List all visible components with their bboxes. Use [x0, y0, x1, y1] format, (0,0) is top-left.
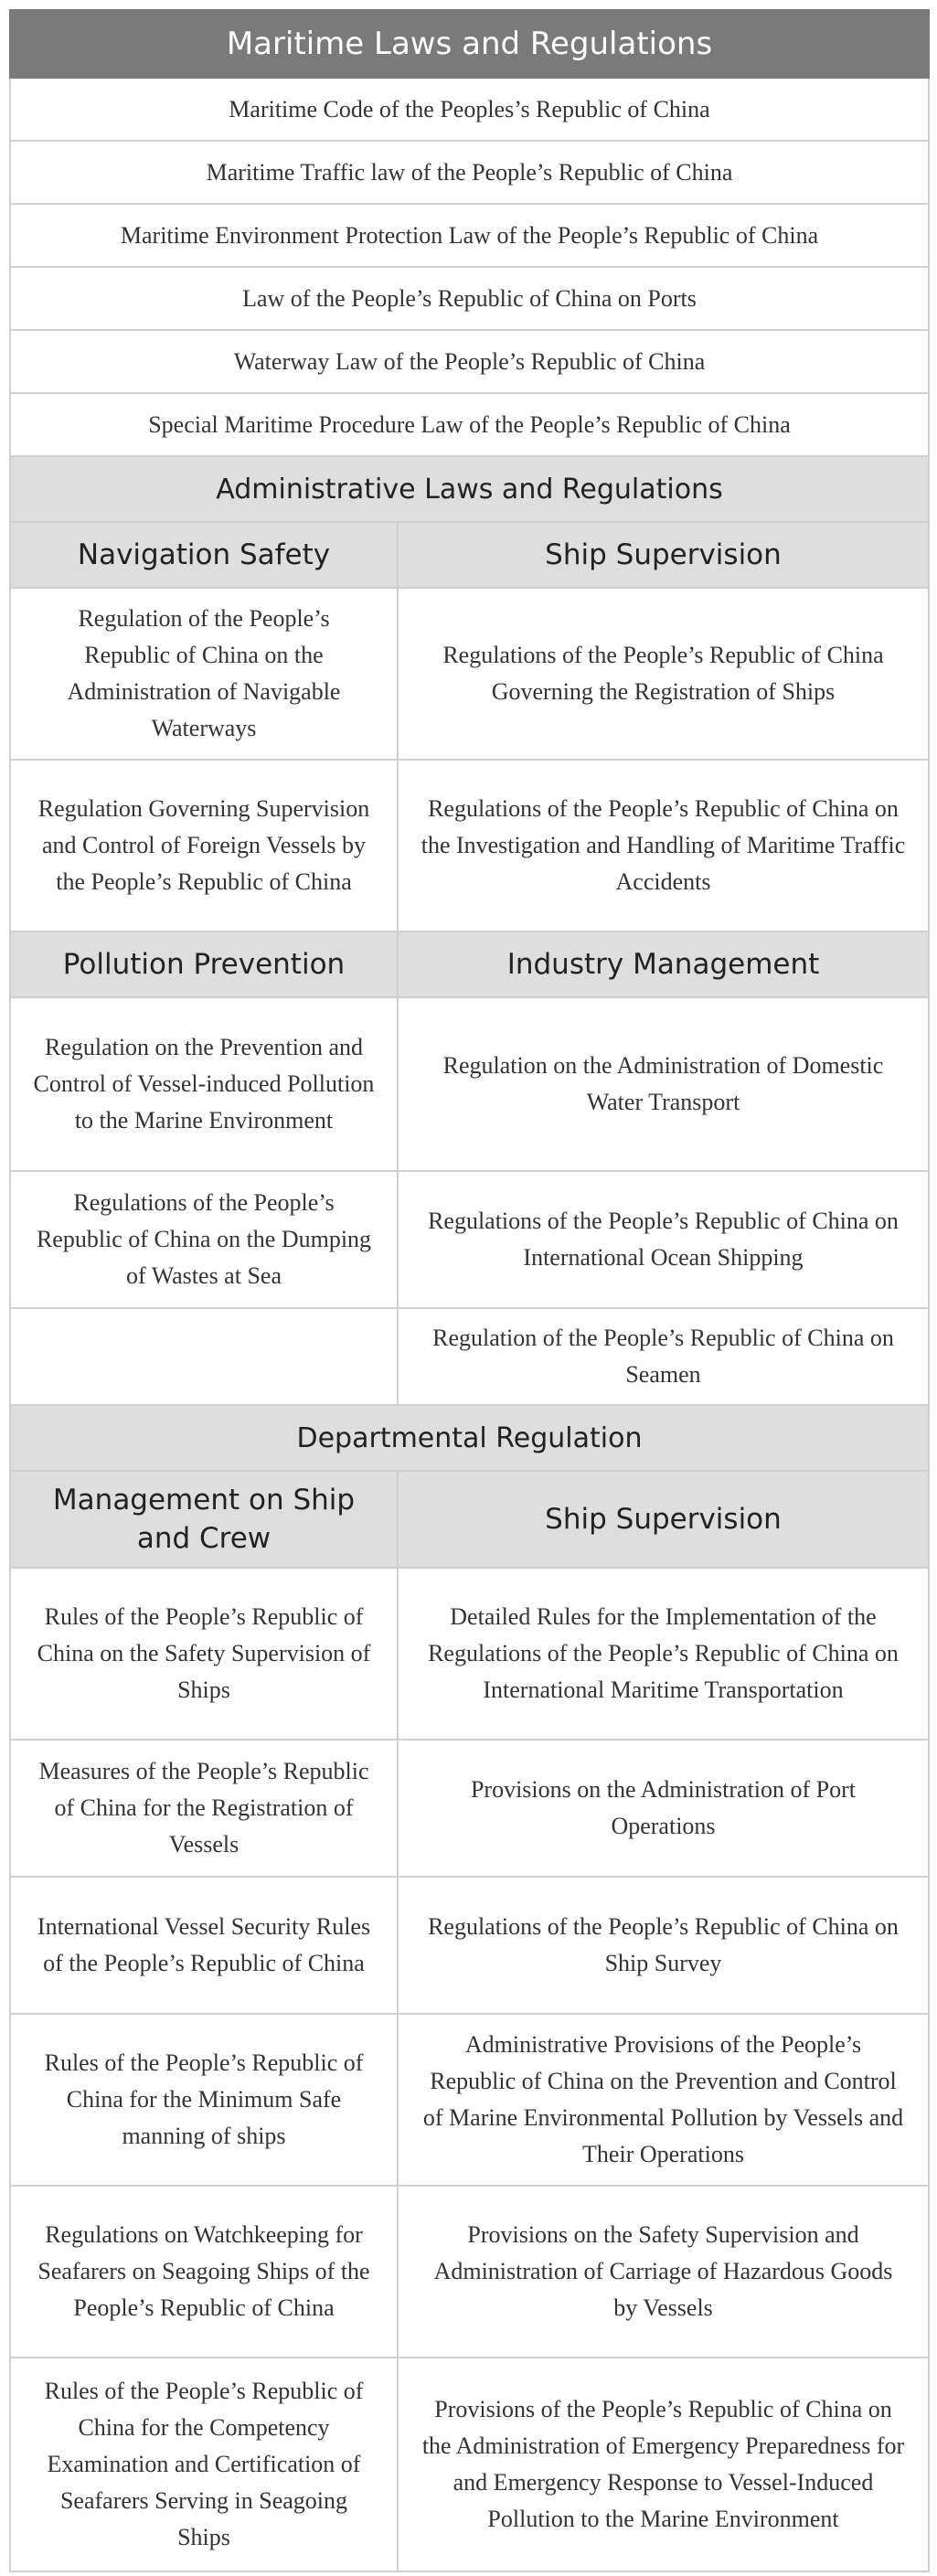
- table-cell-left: Rules of the People’s Republic of China on the Safety Supervision of Ships: [10, 1568, 398, 1740]
- table-row: [10, 588, 929, 760]
- table-row: [10, 2186, 929, 2358]
- table-cell-right: Detailed Rules for the Implementation of the Regulations of the People’s Republic of China on International Maritime Transportation: [398, 1568, 929, 1740]
- table-cell-left: Regulations on Watchkeeping for Seafarers on Seagoing Ships of the People’s Republic of China: [10, 2186, 398, 2358]
- table-title: Maritime Laws and Regulations: [10, 10, 929, 78]
- law-row: [10, 141, 929, 204]
- table-cell-left: Regulations of the People’s Republic of China on the Dumping of Wastes at Sea: [10, 1171, 398, 1308]
- table-row: [10, 2014, 929, 2186]
- law-item: Waterway Law of the People’s Republic of China: [10, 330, 929, 393]
- table-row: [10, 1308, 929, 1405]
- table-row: [10, 1171, 929, 1308]
- section-row: [10, 1405, 929, 1471]
- administrative-heading: Administrative Laws and Regulations: [10, 456, 929, 522]
- table-cell-right: Regulations of the People’s Republic of China on International Ocean Shipping: [398, 1171, 929, 1308]
- table-row: [10, 1877, 929, 2014]
- law-row: [10, 267, 929, 330]
- table-cell-right: Provisions of the People’s Republic of China on the Administration of Emergency Preparedness for and Emergency Response to Vessel-Induced Pollution to the Marine Environment: [398, 2358, 929, 2571]
- table-cell-right: Regulation of the People’s Republic of China on Seamen: [398, 1308, 929, 1405]
- law-item: Law of the People’s Republic of China on Ports: [10, 267, 929, 330]
- column-header-row: [10, 931, 929, 997]
- regulations-table: [9, 9, 930, 2572]
- ship-supervision-header: Ship Supervision: [398, 1471, 929, 1568]
- table-cell-right: Regulations of the People’s Republic of China Governing the Registration of Ships: [398, 588, 929, 760]
- ship-supervision-header: Ship Supervision: [398, 522, 929, 588]
- law-row: [10, 393, 929, 456]
- navigation-safety-header: Navigation Safety: [10, 522, 398, 588]
- table-cell-right: Administrative Provisions of the People’s Republic of China on the Prevention and Control of Marine Environmental Pollution by Vessels and Their Operations: [398, 2014, 929, 2186]
- management-header: Management on Ship and Crew: [10, 1471, 398, 1568]
- table-cell-right: Regulation on the Administration of Domestic Water Transport: [398, 997, 929, 1171]
- law-item: Maritime Traffic law of the People’s Republic of China: [10, 141, 929, 204]
- column-header-row: [10, 1471, 929, 1568]
- table-cell-right: Provisions on the Safety Supervision and Administration of Carriage of Hazardous Goods by Vessels: [398, 2186, 929, 2358]
- law-item: Maritime Environment Protection Law of the People’s Republic of China: [10, 204, 929, 267]
- industry-management-header: Industry Management: [398, 931, 929, 997]
- law-row: [10, 78, 929, 141]
- table-row: [10, 997, 929, 1171]
- table-cell-left: Rules of the People’s Republic of China for the Competency Examination and Certification of Seafarers Serving in Seagoing Ships: [10, 2358, 398, 2571]
- title-row: [10, 10, 929, 78]
- table-cell-left: Regulation Governing Supervision and Control of Foreign Vessels by the People’s Republic of China: [10, 760, 398, 931]
- table-row: [10, 1568, 929, 1740]
- pollution-prevention-header: Pollution Prevention: [10, 931, 398, 997]
- departmental-heading: Departmental Regulation: [10, 1405, 929, 1471]
- table-cell-left: Regulation of the People’s Republic of China on the Administration of Navigable Waterways: [10, 588, 398, 760]
- law-row: [10, 204, 929, 267]
- section-row: [10, 456, 929, 522]
- law-row: [10, 330, 929, 393]
- table-cell-left: Measures of the People’s Republic of China for the Registration of Vessels: [10, 1740, 398, 1877]
- column-header-row: [10, 522, 929, 588]
- table-row: [10, 2358, 929, 2571]
- table-cell-left: Rules of the People’s Republic of China for the Minimum Safe manning of ships: [10, 2014, 398, 2186]
- table-cell-left: International Vessel Security Rules of the People’s Republic of China: [10, 1877, 398, 2014]
- table-cell-right: Regulations of the People’s Republic of China on the Investigation and Handling of Maritime Traffic Accidents: [398, 760, 929, 931]
- law-item: Maritime Code of the Peoples’s Republic of China: [10, 78, 929, 141]
- law-item: Special Maritime Procedure Law of the People’s Republic of China: [10, 393, 929, 456]
- table-cell-left: [10, 1308, 398, 1405]
- table-cell-right: Provisions on the Administration of Port Operations: [398, 1740, 929, 1877]
- table-cell-right: Regulations of the People’s Republic of China on Ship Survey: [398, 1877, 929, 2014]
- table-row: [10, 760, 929, 931]
- table-row: [10, 1740, 929, 1877]
- table-cell-left: Regulation on the Prevention and Control of Vessel-induced Pollution to the Marine Environment: [10, 997, 398, 1171]
